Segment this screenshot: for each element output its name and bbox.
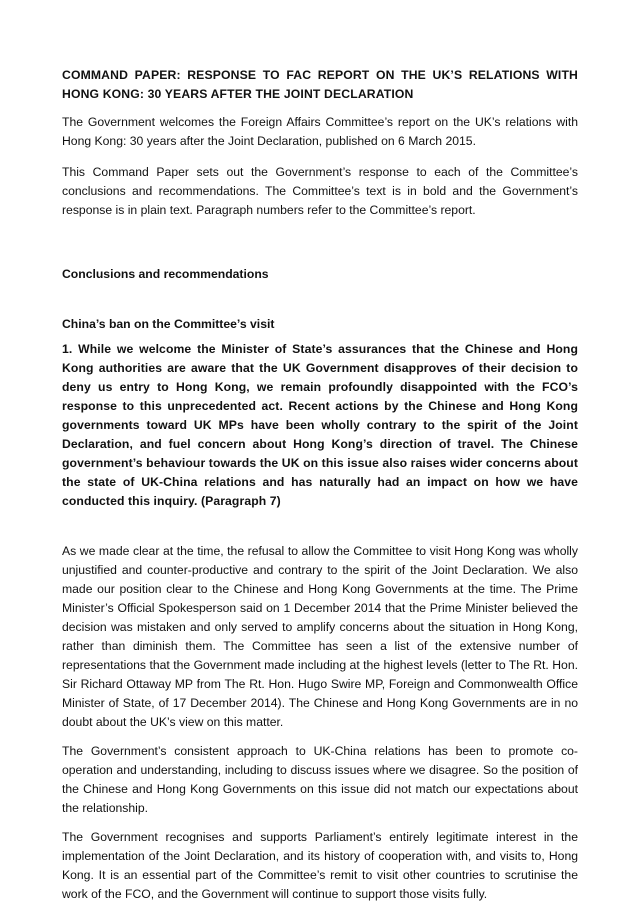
- document-title: COMMAND PAPER: RESPONSE TO FAC REPORT ON THE UK’S RELATIONS WITH HONG KONG: 30 YEARS AFTER THE JOINT DECLARATION: [62, 68, 578, 101]
- section-heading: Conclusions and recommendations: [62, 267, 269, 281]
- intro-paragraph: The Government welcomes the Foreign Affairs Committee’s report on the UK’s relations with Hong Kong: 30 years after the Joint Declaration, published on 6 March 2015.: [62, 115, 578, 148]
- intro-paragraph: This Command Paper sets out the Government’s response to each of the Committee’s conclusions and recommendations. The Committee’s text is in bold and the Government’s response is in plain text. Paragraph numbers refer to the Committee’s report.: [62, 165, 578, 217]
- government-response-paragraph: The Government’s consistent approach to UK-China relations has been to promote co-operation and understanding, including to discuss issues where we disagree. So the position of the Chinese and Hong Kong Governments on this issue did not match our expectations about the relationship.: [62, 744, 578, 815]
- subsection-heading: China’s ban on the Committee’s visit: [62, 317, 275, 331]
- government-response-paragraph: As we made clear at the time, the refusal to allow the Committee to visit Hong Kong was wholly unjustified and counter-productive and contrary to the spirit of the Joint Declaration. We also made our position clear to the Chinese and Hong Kong Governments at the time. The Prime Minister’s Official Spokesperson said on 1 December 2014 that the Prime Minister believed the decision was mistaken and only served to amplify concerns about the situation in Hong Kong, rather than diminish them. The Committee has seen a list of the extensive number of representations that the Government made including at the highest levels (letter to The Rt. Hon. Sir Richard Ottaway MP from The Rt. Hon. Hugo Swire MP, Foreign and Commonwealth Office Minister of State, of 17 December 2014). The Chinese and Hong Kong Governments are in no doubt about the UK’s view on this matter.: [62, 544, 578, 729]
- subsection: [62, 315, 578, 904]
- committee-recommendation: 1. While we welcome the Minister of State’s assurances that the Chinese and Hong Kong authorities are aware that the UK Government disapproves of their decision to deny us entry to Hong Kong, we remain profoundly disappointed with the FCO’s response to this unprecedented act. Recent actions by the Chinese and Hong Kong governments toward UK MPs have been wholly contrary to the spirit of the Joint Declaration, and fuel concern about Hong Kong’s direction of travel. The Chinese government’s behaviour towards the UK on this issue also raises wider concerns about the state of UK-China relations and has naturally had an impact on how we have conducted this inquiry. (Paragraph 7): [62, 342, 578, 508]
- document-page: [62, 66, 578, 914]
- government-response-paragraph: The Government recognises and supports Parliament’s entirely legitimate interest in the implementation of the Joint Declaration, and its history of cooperation with, and visits to, Hong Kong. It is an essential part of the Committee’s remit to visit other countries to scrutinise the work of the FCO, and the Government will continue to support those visits fully.: [62, 830, 578, 901]
